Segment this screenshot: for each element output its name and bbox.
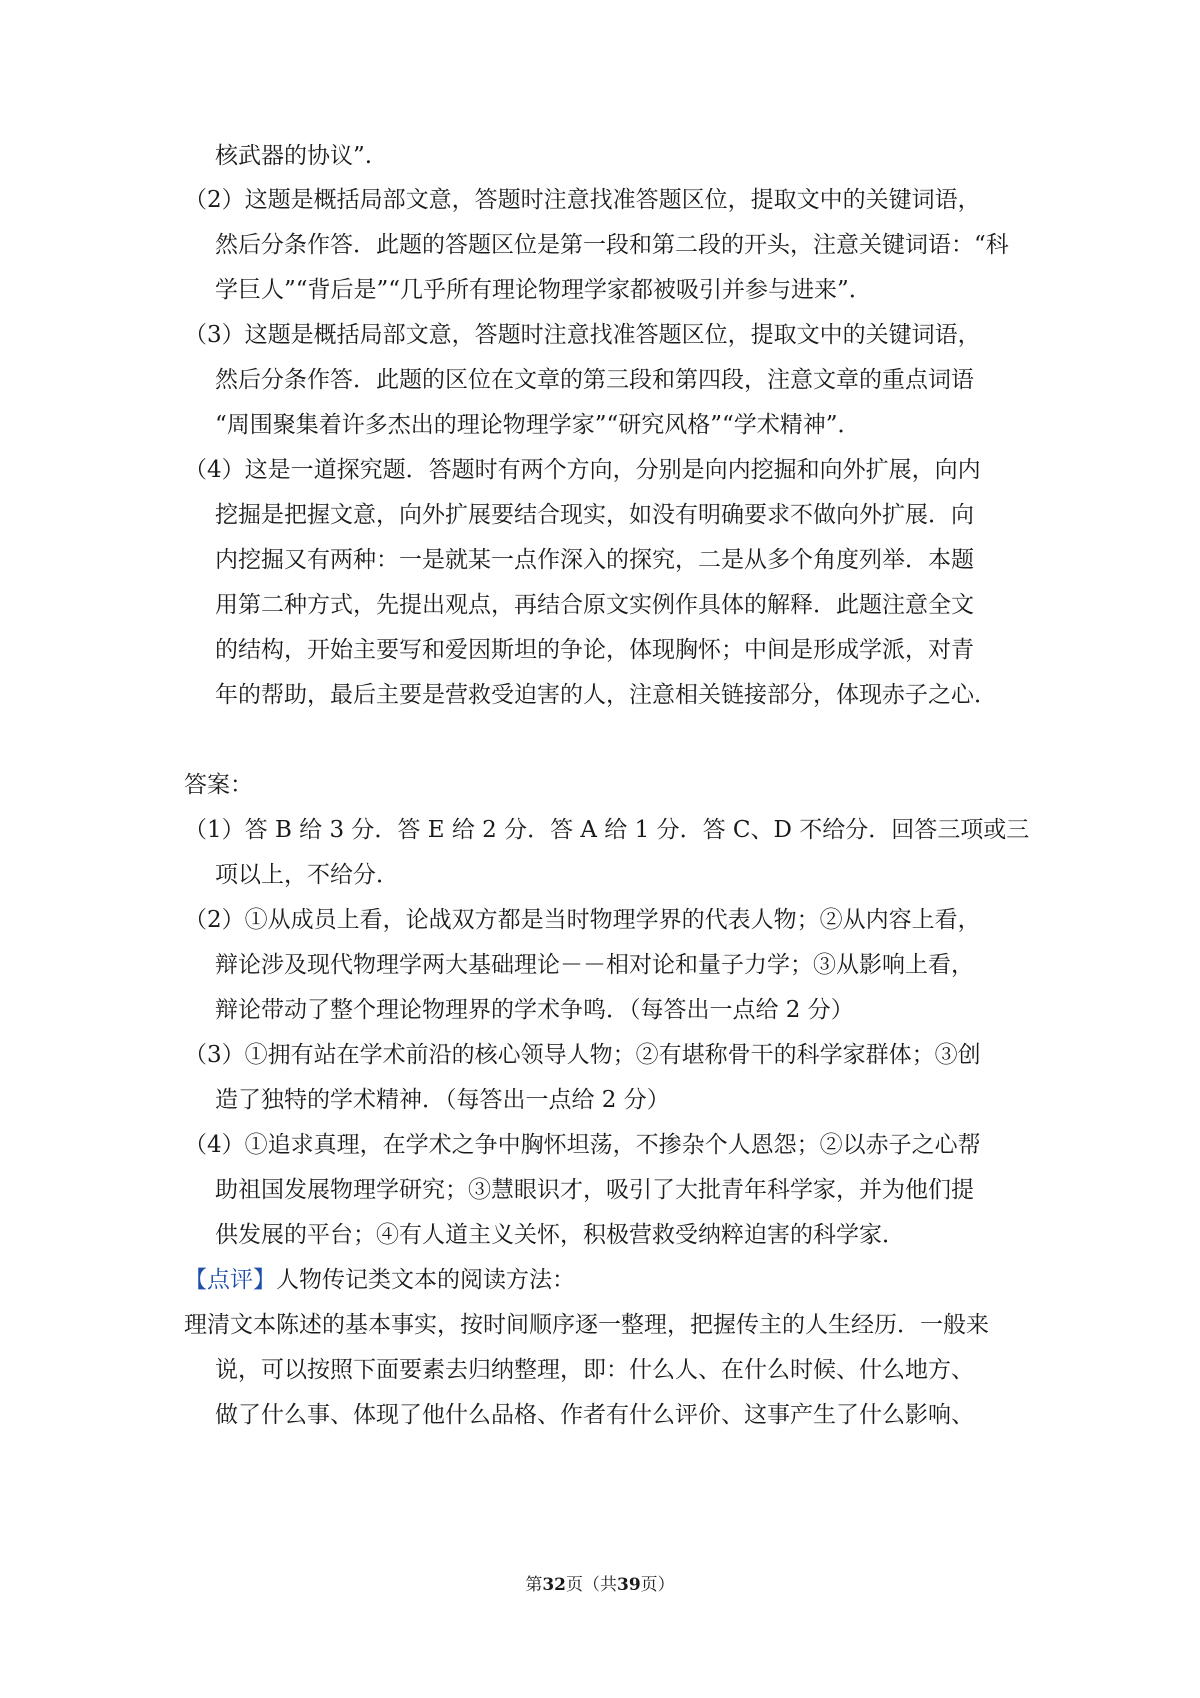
answer-item-4-line: （4）①追求真理，在学术之争中胸怀坦荡，不掺杂个人恩怨；②以赤子之心帮 <box>184 1132 981 1158</box>
answer-item-3-line: 造了独特的学术精神．（每答出一点给 2 分） <box>215 1087 670 1113</box>
analysis-text-line: 核武器的协议”. <box>215 143 373 169</box>
comment-line: 说，可以按照下面要素去归纳整理，即：什么人、在什么时候、什么地方、 <box>215 1357 974 1383</box>
analysis-item-4-line: 的结构，开始主要写和爱因斯坦的争论，体现胸怀；中间是形成学派，对青 <box>215 637 974 663</box>
analysis-item-4-line: 内挖掘又有两种：一是就某一点作深入的探究，二是从多个角度列举．本题 <box>215 547 974 573</box>
footer-prefix: 第 <box>525 1575 543 1595</box>
comment-heading <box>184 1265 575 1295</box>
answer-item-1-line: 项以上，不给分． <box>215 862 399 888</box>
comment-label: 【点评】 <box>184 1267 276 1293</box>
answer-item-2-line: 辩论带动了整个理论物理界的学术争鸣．（每答出一点给 2 分） <box>215 997 854 1023</box>
answer-item-1-line: （1）答 B 给 3 分．答 E 给 2 分．答 A 给 1 分．答 C、D 不给分．回答三项或三 <box>184 817 1030 843</box>
footer-suffix: 页） <box>640 1575 675 1595</box>
analysis-item-3-line: （3）这题是概括局部文意，答题时注意找准答题区位，提取文中的关键词语， <box>184 322 981 348</box>
answer-item-2-line: （2）①从成员上看，论战双方都是当时物理学界的代表人物；②从内容上看， <box>184 907 981 933</box>
comment-title: 人物传记类文本的阅读方法： <box>276 1267 575 1293</box>
analysis-item-4-line: （4）这是一道探究题．答题时有两个方向，分别是向内挖掘和向外扩展，向内 <box>184 457 981 483</box>
analysis-item-2-line: 学巨人”“背后是”“几乎所有理论物理学家都被吸引并参与进来”． <box>215 277 872 303</box>
analysis-item-4-line: 挖掘是把握文意，向外扩展要结合现实，如没有明确要求不做向外扩展．向 <box>215 502 974 528</box>
answer-item-3-line: （3）①拥有站在学术前沿的核心领导人物；②有堪称骨干的科学家群体；③创 <box>184 1042 981 1068</box>
analysis-item-4-line: 年的帮助，最后主要是营救受迫害的人，注意相关链接部分，体现赤子之心． <box>215 682 997 708</box>
analysis-item-4-line: 用第二种方式，先提出观点，再结合原文实例作具体的解释．此题注意全文 <box>215 592 974 618</box>
analysis-item-2-line: 然后分条作答．此题的答题区位是第一段和第二段的开头，注意关键词语：“科 <box>215 232 1009 258</box>
footer-total-pages: 39 <box>617 1575 641 1595</box>
footer-page-number: 32 <box>542 1575 566 1595</box>
answer-item-4-line: 供发展的平台；④有人道主义关怀，积极营救受纳粹迫害的科学家． <box>215 1222 905 1248</box>
footer-middle: 页（共 <box>566 1575 617 1595</box>
answer-item-2-line: 辩论涉及现代物理学两大基础理论－－相对论和量子力学；③从影响上看， <box>215 952 974 978</box>
analysis-item-3-line: “周围聚集着许多杰出的理论物理学家”“研究风格”“学术精神”． <box>215 412 861 438</box>
analysis-item-3-line: 然后分条作答．此题的区位在文章的第三段和第四段，注意文章的重点词语 <box>215 367 974 393</box>
answer-item-4-line: 助祖国发展物理学研究；③慧眼识才，吸引了大批青年科学家，并为他们提 <box>215 1177 974 1203</box>
comment-line: 理清文本陈述的基本事实，按时间顺序逐一整理，把握传主的人生经历．一般来 <box>184 1312 989 1338</box>
answer-heading: 答案： <box>184 772 253 798</box>
analysis-item-2-line: （2）这题是概括局部文意，答题时注意找准答题区位，提取文中的关键词语， <box>184 187 981 213</box>
page-footer <box>0 1574 1200 1596</box>
comment-line: 做了什么事、体现了他什么品格、作者有什么评价、这事产生了什么影响、 <box>215 1402 974 1428</box>
